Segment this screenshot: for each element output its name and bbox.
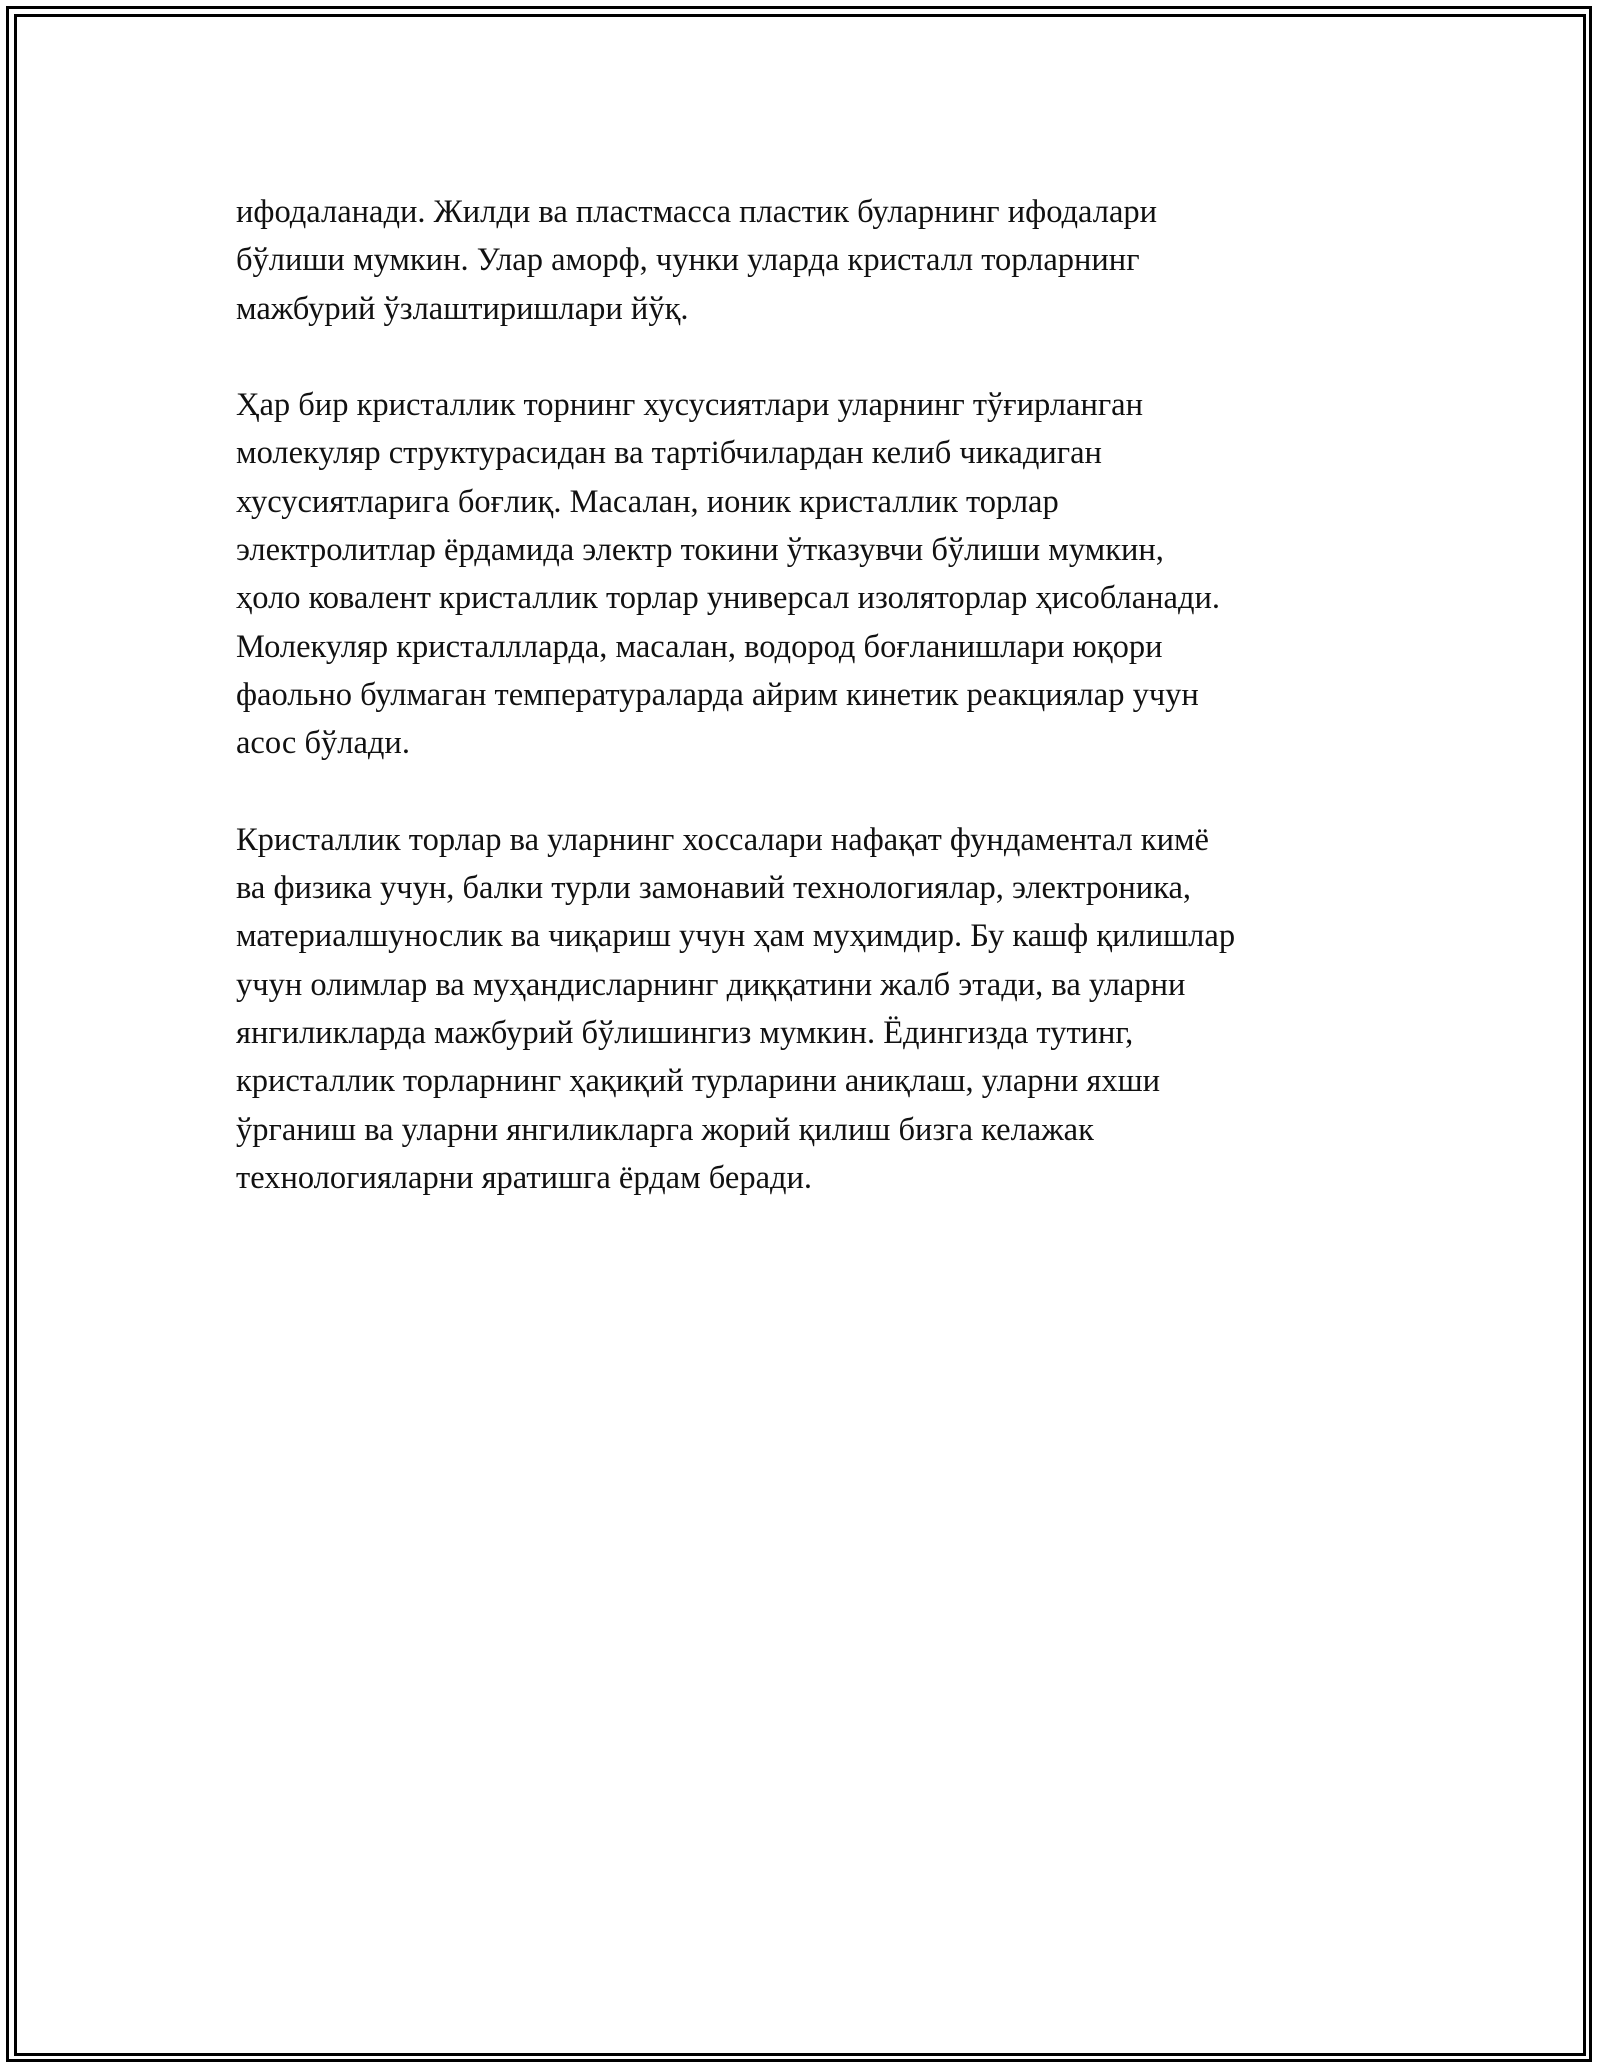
text-line: технологияларни яратишга ёрдам беради. bbox=[236, 1159, 813, 1196]
text-line: молекуляр структурасидан ва тартiбчилардан келиб чикадиган bbox=[236, 435, 1102, 472]
text-line: ва физика учун, балки турли замонавий технологиялар, электроника, bbox=[236, 870, 1192, 907]
text-line: Молекуляр кристаллларда, масалан, водород боғланишлари юқори bbox=[236, 628, 1163, 665]
text-line: ифодаланади. Жилди ва пластмасса пластик буларнинг ифодалари bbox=[236, 194, 1158, 230]
text-line: хусусиятларига боғлиқ. Масалан, ионик кристаллик торлар bbox=[236, 483, 1059, 520]
text-line: янгиликларда мажбурий бўлишингиз мумкин. Ёдингизда тутинг, bbox=[236, 1015, 1134, 1052]
document-body bbox=[236, 188, 1386, 1251]
text-line: учун олимлар ва муҳандисларнинг диққатини жалб этади, ва уларни bbox=[236, 966, 1186, 1003]
paragraph-3 bbox=[236, 816, 1386, 1202]
text-line: мажбурий ўзлаштиришлари йўқ. bbox=[236, 290, 689, 327]
text-line: Кристаллик торлар ва уларнинг хоссалари нафақат фундаментал кимё bbox=[236, 821, 1209, 858]
text-line: кристаллик торларнинг ҳақиқий турларини аниқлаш, уларни яхши bbox=[236, 1063, 1161, 1100]
text-line: бўлиши мумкин. Улар аморф, чунки уларда кристалл торларнинг bbox=[236, 242, 1140, 279]
text-line: Ҳар бир кристаллик торнинг хусусиятлари уларнинг тўғирланган bbox=[236, 387, 1144, 424]
text-line: электролитлар ёрдамида электр токини ўтказувчи бўлиши мумкин, bbox=[236, 532, 1164, 569]
text-line: материалшунослик ва чиқариш учун ҳам муҳимдир. Бу кашф қилишлар bbox=[236, 918, 1236, 955]
text-line: ҳоло ковалент кристаллик торлар универсал изоляторлар ҳисобланади. bbox=[236, 580, 1221, 617]
text-line: ўрганиш ва уларни янгиликларга жорий қилиш бизга келажак bbox=[236, 1111, 1094, 1148]
paragraph-2 bbox=[236, 381, 1386, 767]
text-line: фаольно булмаган температураларда айрим кинетик реакциялар учун bbox=[236, 676, 1199, 713]
text-line: асос бўлади. bbox=[236, 725, 410, 762]
paragraph-1 bbox=[236, 188, 1386, 333]
